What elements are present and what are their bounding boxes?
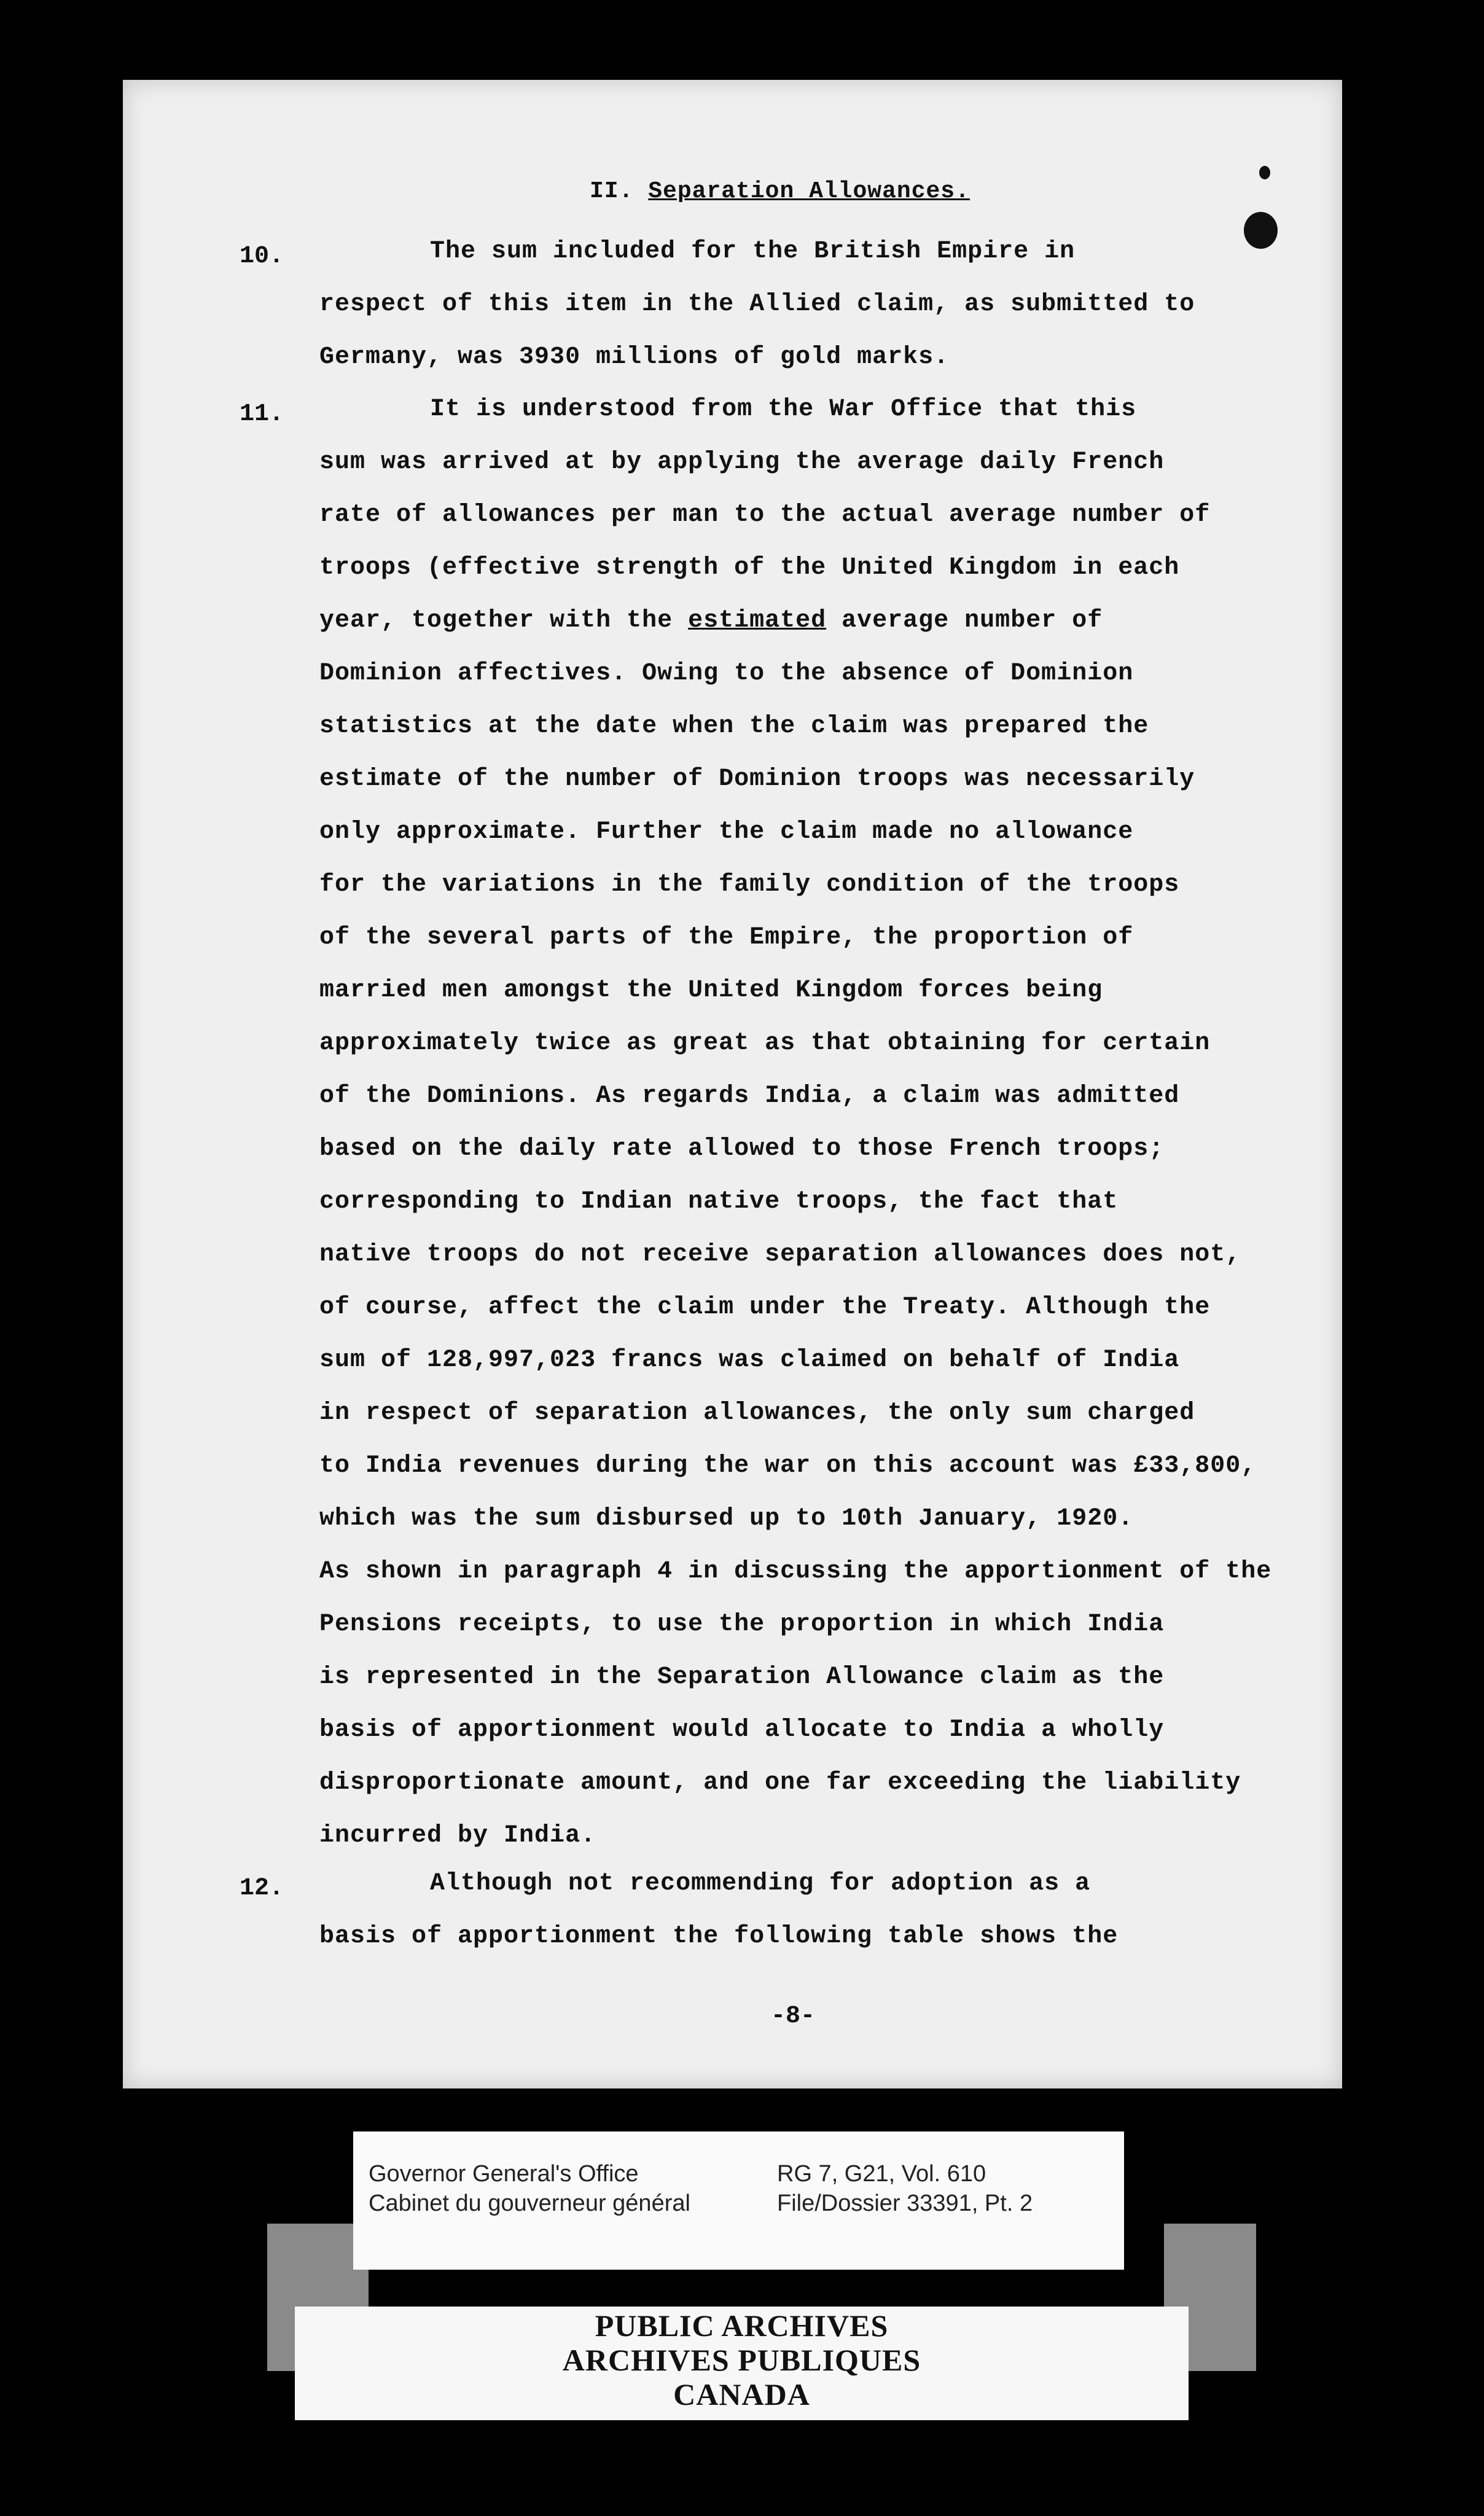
section-number: II. [590, 178, 634, 205]
file-number: File/Dossier 33391, Pt. 2 [777, 2190, 1033, 2216]
page-number: -8- [771, 2002, 816, 2030]
text-segment: average number of [826, 607, 1103, 635]
text-line: Although not recommending for adoption as a [430, 1870, 1091, 1897]
text-line: for the variations in the family condition of the troops [319, 871, 1180, 899]
document-page [123, 80, 1342, 2088]
archive-label [353, 2131, 1124, 2270]
text-line: It is understood from the War Office that this [430, 396, 1137, 423]
text-line: estimate of the number of Dominion troops was necessarily [319, 765, 1195, 793]
text-line: Pensions receipts, to use the proportion in which India [319, 1611, 1165, 1638]
text-line: to India revenues during the war on this account was £33,800, [319, 1452, 1257, 1480]
text-line: of the several parts of the Empire, the proportion of [319, 924, 1134, 951]
text-line: is represented in the Separation Allowance claim as the [319, 1663, 1165, 1691]
stamp-line-country: CANADA [673, 2377, 810, 2412]
text-line: incurred by India. [319, 1822, 596, 1850]
paragraph-number: 10. [240, 243, 284, 270]
stamp-line-english: PUBLIC ARCHIVES [595, 2308, 889, 2343]
paragraph-number: 12. [240, 1875, 284, 1902]
text-line: sum of 128,997,023 francs was claimed on behalf of India [319, 1346, 1180, 1374]
text-line: native troops do not receive separation allowances does not, [319, 1241, 1241, 1268]
archives-stamp [295, 2307, 1189, 2420]
section-heading [590, 178, 970, 205]
text-line: corresponding to Indian native troops, the fact that [319, 1188, 1119, 1216]
text-line: Dominion affectives. Owing to the absence of Dominion [319, 660, 1134, 687]
text-line: Germany, was 3930 millions of gold marks. [319, 343, 950, 371]
text-line: sum was arrived at by applying the average daily French [319, 448, 1165, 476]
text-line: which was the sum disbursed up to 10th January, 1920. [319, 1505, 1134, 1533]
underlined-word: estimated [688, 607, 827, 635]
text-line: disproportionate amount, and one far exceeding the liability [319, 1769, 1241, 1797]
ink-spot [1259, 166, 1270, 179]
text-line: only approximate. Further the claim made no allowance [319, 818, 1134, 846]
text-line: approximately twice as great as that obtaining for certain [319, 1029, 1211, 1057]
paragraph-number: 11. [240, 400, 284, 428]
text-line: of the Dominions. As regards India, a claim was admitted [319, 1082, 1180, 1110]
text-line: rate of allowances per man to the actual average number of [319, 501, 1211, 529]
record-group: RG 7, G21, Vol. 610 [777, 2161, 986, 2187]
text-line: basis of apportionment the following table shows the [319, 1923, 1119, 1950]
text-segment: year, together with the [319, 607, 689, 635]
section-title: Separation Allowances. [648, 178, 970, 205]
ink-blot [1244, 212, 1278, 249]
text-line: As shown in paragraph 4 in discussing the apportionment of the [319, 1558, 1272, 1585]
stamp-line-french: ARCHIVES PUBLIQUES [562, 2343, 921, 2377]
text-line: of course, affect the claim under the Treaty. Although the [319, 1294, 1211, 1321]
office-french: Cabinet du gouverneur général [369, 2190, 690, 2216]
text-line: The sum included for the British Empire in [430, 238, 1076, 265]
text-line [319, 607, 1103, 635]
text-line: respect of this item in the Allied claim, as submitted to [319, 291, 1195, 318]
office-english: Governor General's Office [369, 2161, 639, 2187]
text-line: statistics at the date when the claim was prepared the [319, 713, 1149, 740]
text-line: in respect of separation allowances, the only sum charged [319, 1399, 1195, 1427]
text-line: based on the daily rate allowed to those French troops; [319, 1135, 1165, 1163]
text-line: troops (effective strength of the United Kingdom in each [319, 554, 1180, 582]
text-line: basis of apportionment would allocate to India a wholly [319, 1716, 1165, 1744]
text-line: married men amongst the United Kingdom forces being [319, 977, 1103, 1004]
